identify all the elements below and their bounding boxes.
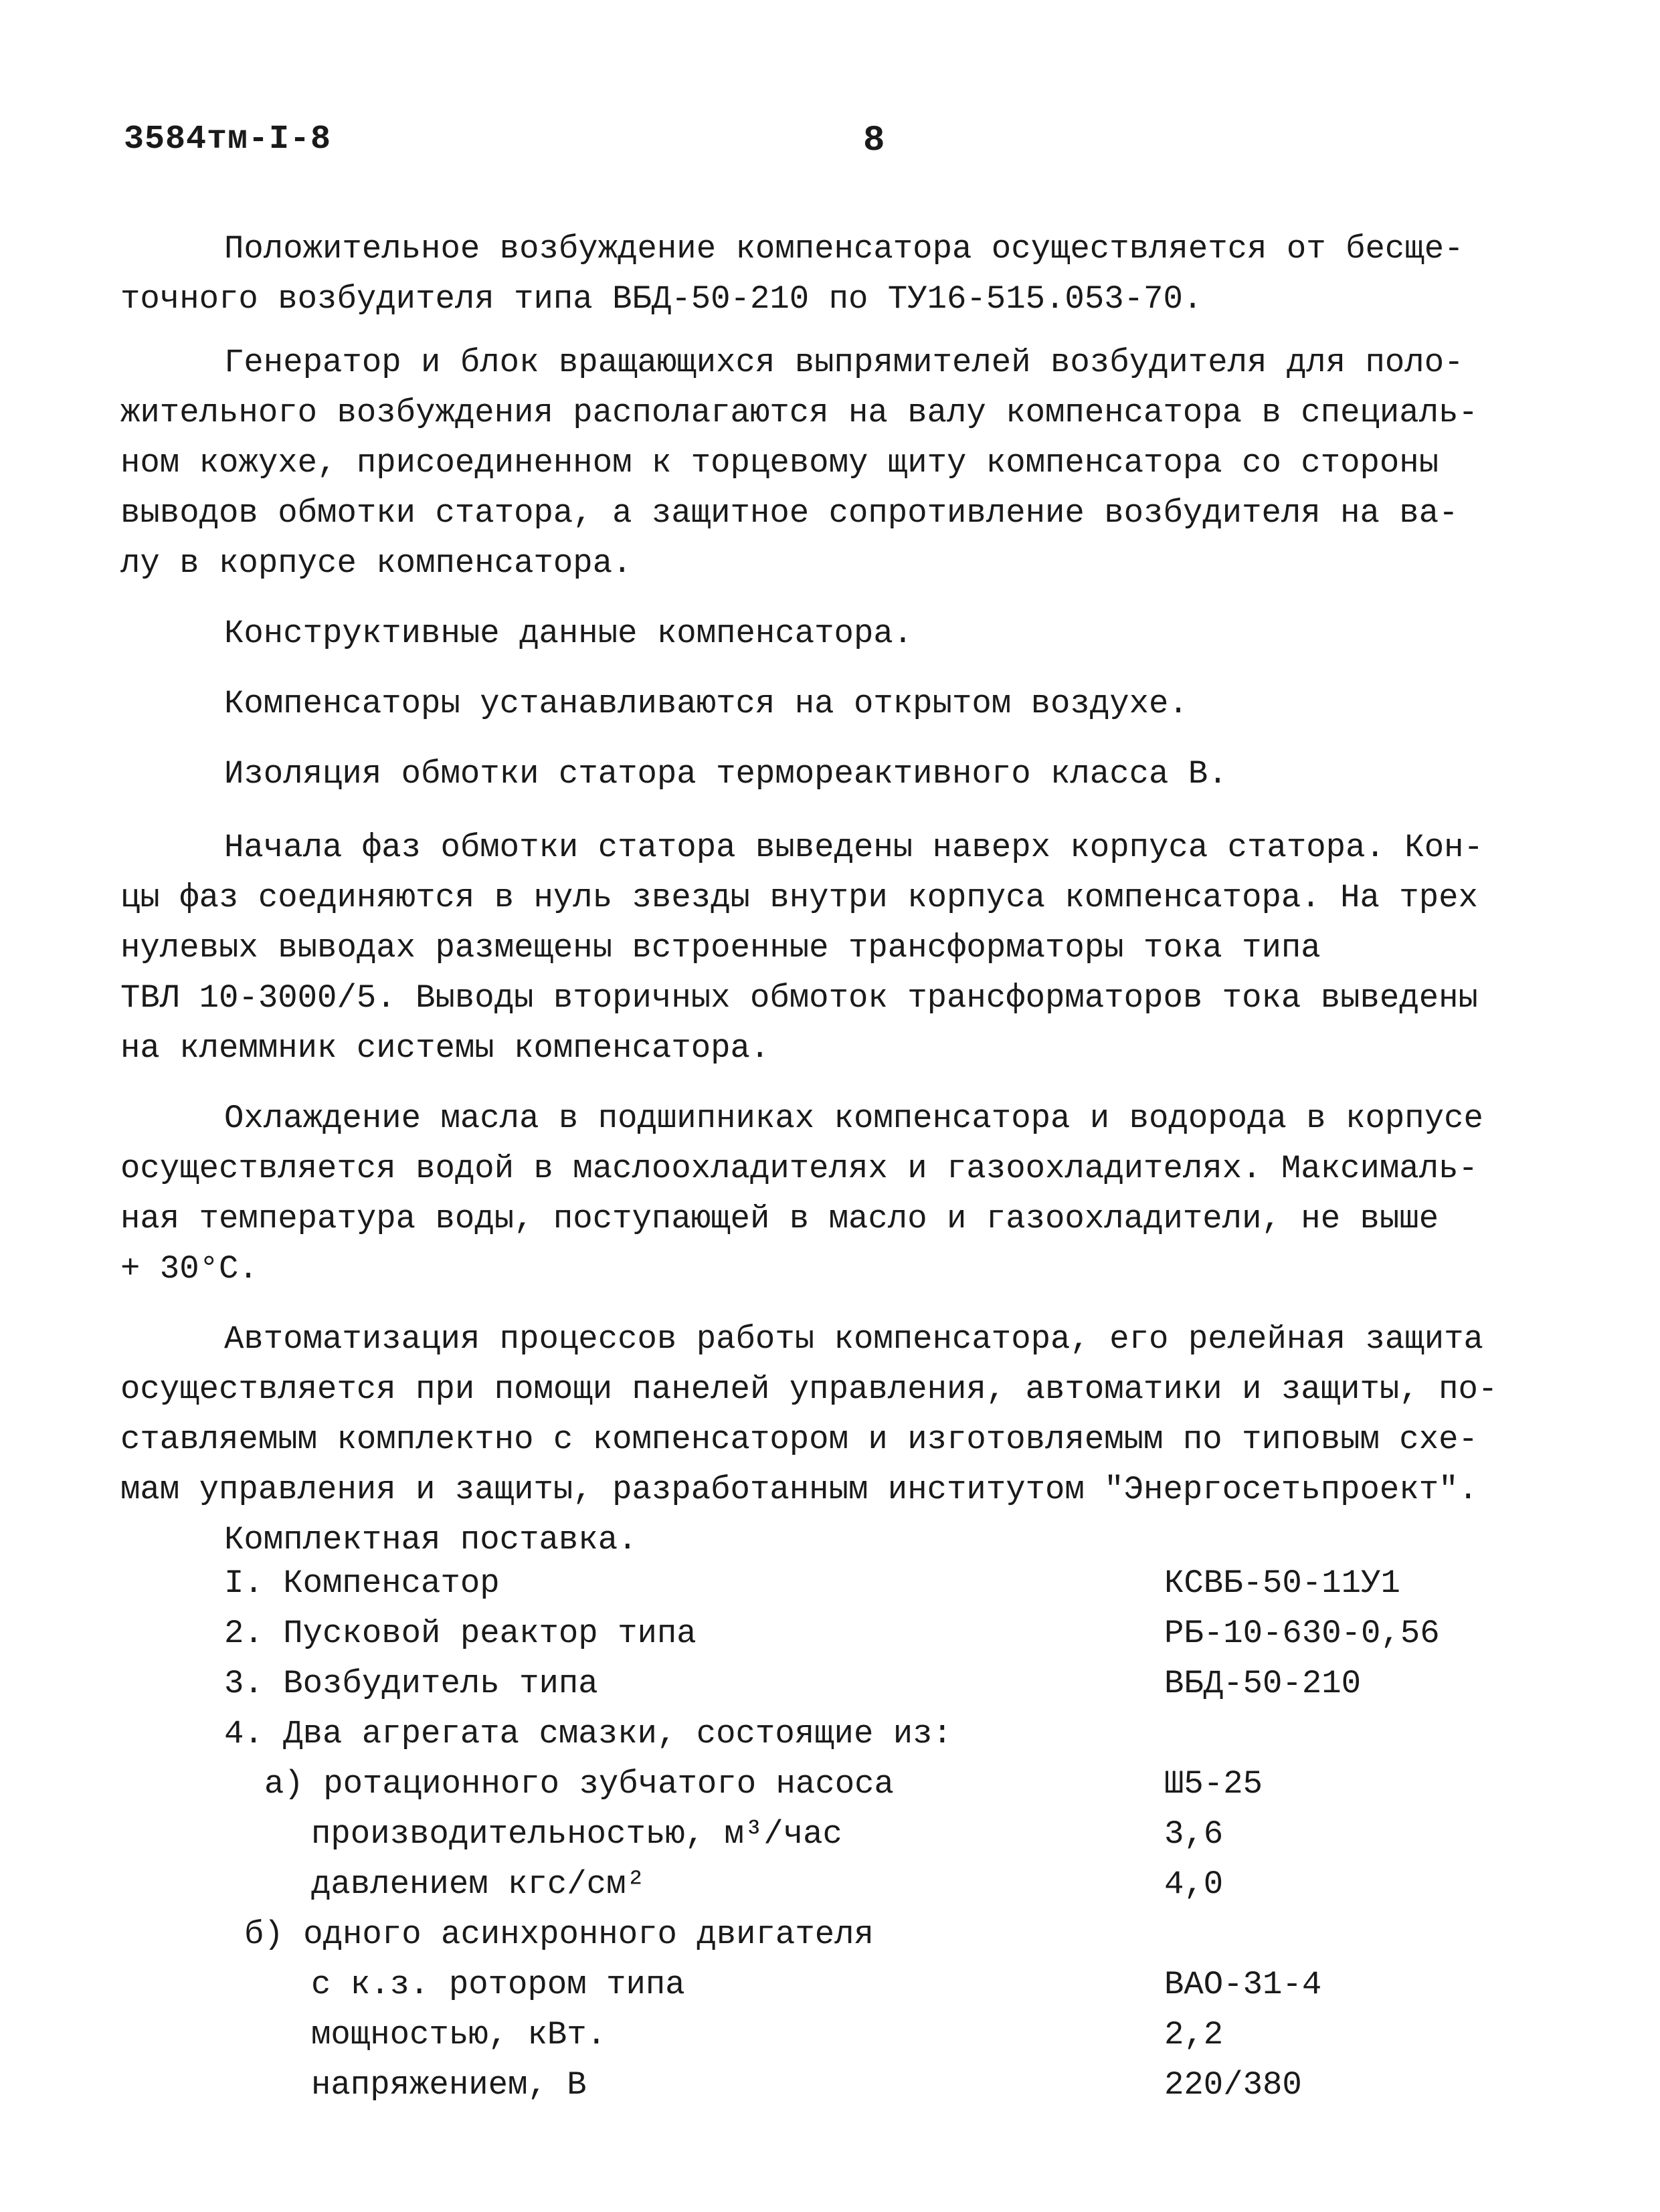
list-item-value: Ш5-25 — [1164, 1765, 1263, 1803]
text-line: осуществляется при помощи панелей управления, автоматики и защиты, по- — [120, 1371, 1498, 1408]
list-item-label: 2. Пусковой реактор типа — [224, 1615, 697, 1652]
list-item — [224, 1910, 1562, 1960]
list-item-label: напряжением, В — [311, 2066, 587, 2104]
paragraph-insulation — [224, 749, 1552, 799]
text-line: точного возбудителя типа ВБД-50-210 по ТУ16-515.053-70. — [120, 280, 1203, 318]
text-line: мам управления и защиты, разработанным институтом "Энергосетьпроект". — [120, 1471, 1478, 1508]
text-line: Компенсаторы устанавливаются на открытом воздухе. — [224, 685, 1188, 722]
text-line: Охлаждение масла в подшипниках компенсатора и водорода в корпусе — [224, 1100, 1483, 1137]
list-item — [224, 1960, 1562, 2010]
list-item-label: производительностью, м³/час — [311, 1815, 842, 1853]
list-item-label: а) ротационного зубчатого насоса — [264, 1765, 894, 1803]
text-line: Генератор и блок вращающихся выпрямителей возбудителя для поло- — [224, 344, 1464, 381]
text-line: цы фаз соединяются в нуль звезды внутри корпуса компенсатора. На трех — [120, 879, 1478, 916]
paragraph-outdoor — [224, 679, 1552, 729]
body-text — [120, 224, 1552, 1565]
list-item-value: 4,0 — [1164, 1866, 1224, 1903]
list-item-label: мощностью, кВт. — [311, 2016, 607, 2053]
text-line: Автоматизация процессов работы компенсатора, его релейная защита — [224, 1320, 1483, 1358]
text-line: нулевых выводах размещены встроенные трансформаторы тока типа — [120, 929, 1321, 967]
list-item — [224, 1709, 1562, 1759]
text-line: осуществляется водой в маслоохладителях и газоохладителях. Максималь- — [120, 1150, 1478, 1187]
text-line: на клеммник системы компенсатора. — [120, 1029, 770, 1067]
text-line: Комплектная поставка. — [224, 1521, 638, 1559]
text-line: Конструктивные данные компенсатора. — [224, 615, 913, 652]
text-line: ТВЛ 10-3000/5. Выводы вторичных обмоток трансформаторов тока выведены — [120, 979, 1478, 1017]
list-item-value: 2,2 — [1164, 2016, 1224, 2053]
list-item — [224, 2060, 1562, 2110]
list-item-value: 220/380 — [1164, 2066, 1302, 2104]
paragraph-generator — [120, 338, 1552, 589]
page-number: 8 — [863, 120, 885, 161]
list-item-label: 4. Два агрегата смазки, состоящие из: — [224, 1715, 952, 1752]
text-line: + 30°С. — [120, 1250, 258, 1288]
paragraph-design-data — [224, 609, 1552, 659]
text-line: лу в корпусе компенсатора. — [120, 544, 632, 582]
list-item — [224, 1759, 1562, 1809]
text-line: выводов обмотки статора, а защитное сопротивление возбудителя на ва- — [120, 494, 1459, 532]
text-line: Положительное возбуждение компенсатора осуществляется от бесще- — [224, 230, 1464, 268]
text-line: ном кожухе, присоединенном к торцевому щиту компенсатора со стороны — [120, 444, 1439, 482]
text-line: Начала фаз обмотки статора выведены наверх корпуса статора. Кон- — [224, 829, 1483, 866]
text-line: Изоляция обмотки статора термореактивного класса В. — [224, 755, 1228, 793]
list-item — [224, 1659, 1562, 1709]
list-item-label: I. Компенсатор — [224, 1565, 500, 1602]
text-line: ная температура воды, поступающей в масло и газоохладители, не выше — [120, 1200, 1439, 1237]
list-item-label: б) одного асинхронного двигателя — [244, 1916, 874, 1953]
list-item — [224, 1809, 1562, 1859]
list-item-value: ВАО-31-4 — [1164, 1966, 1322, 2003]
delivery-list — [224, 1559, 1562, 2110]
list-item-value: РБ-10-630-0,56 — [1164, 1615, 1440, 1652]
list-item — [224, 1609, 1562, 1659]
list-item-label: 3. Возбудитель типа — [224, 1665, 598, 1702]
paragraph-cooling — [120, 1094, 1552, 1294]
paragraph-phases — [120, 823, 1552, 1074]
list-item-label: с к.з. ротором типа — [311, 1966, 685, 2003]
paragraph-automation — [120, 1314, 1552, 1565]
document-code: 3584тм-I-8 — [124, 120, 332, 159]
list-item — [224, 2010, 1562, 2060]
list-item-label: давлением кгс/см² — [311, 1866, 646, 1903]
paragraph-excitation — [120, 224, 1552, 324]
list-item-value: КСВБ-50-11У1 — [1164, 1565, 1400, 1602]
list-item — [224, 1859, 1562, 1910]
text-line: жительного возбуждения располагаются на валу компенсатора в специаль- — [120, 394, 1478, 431]
list-item-value: ВБД-50-210 — [1164, 1665, 1362, 1702]
list-item-value: 3,6 — [1164, 1815, 1224, 1853]
list-item — [224, 1559, 1562, 1609]
text-line: ставляемым комплектно с компенсатором и изготовляемым по типовым схе- — [120, 1421, 1478, 1458]
